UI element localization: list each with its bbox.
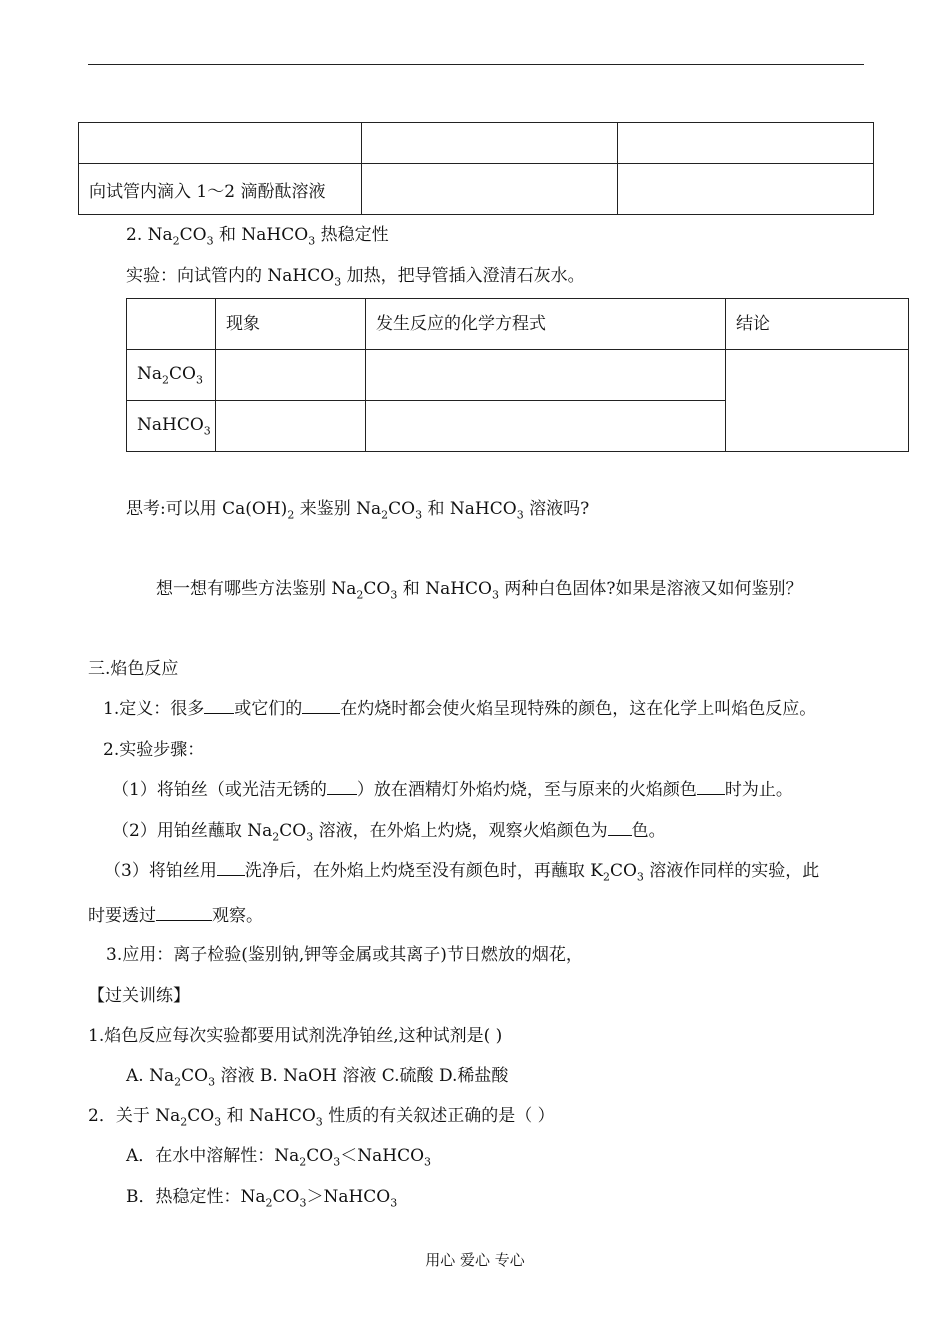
table-cell [216, 401, 366, 452]
header-phenomenon: 现象 [216, 299, 366, 350]
step-3: （3）将铂丝用 洗净后，在外焰上灼烧至没有颜色时，再蘸取 $K_2CO_3$ 溶液作同样的实验，此 [104, 861, 820, 884]
step-2: （2）用铂丝蘸取 $Na_2CO_3$ 溶液，在外焰上灼烧，观察火焰颜色为 色。 [112, 821, 666, 844]
practice-heading: 【过关训练】 [88, 986, 190, 1006]
fill-blank[interactable] [204, 697, 234, 714]
section2-heading: 2. $Na_2CO_3$ 和 NaHCO$_3$ 热稳定性 [126, 225, 389, 248]
think-question-1: 思考:可以用 $Ca(OH)_2$ 来鉴别 $Na_2CO_3$ 和 NaHCO$_3$ 溶液吗? [126, 499, 590, 522]
definition-line: 1.定义：很多 或它们的 在灼烧时都会使火焰呈现特殊的颜色，这在化学上叫焰色反应。 [103, 699, 817, 719]
steps-heading: 2.实验步骤： [103, 740, 205, 760]
experiment-text: 实验：向试管内的 NaHCO$_3$ 加热，把导管插入澄清石灰水。 [126, 266, 585, 289]
fill-blank[interactable] [302, 697, 340, 714]
table-cell [362, 164, 618, 215]
thermal-stability-table [126, 298, 909, 452]
table-cell [366, 401, 726, 452]
table-row [79, 123, 874, 164]
question-2-option-b: B．热稳定性：$Na_2CO_3>NaHCO_3$ [126, 1187, 398, 1210]
question-1: 1.焰色反应每次实验都要用试剂洗净铂丝,这种试剂是( ) [88, 1026, 503, 1046]
header-conclusion: 结论 [726, 299, 909, 350]
header-equation: 发生反应的化学方程式 [366, 299, 726, 350]
table-cell: 向试管内滴入 1～2 滴酚酞溶液 [79, 164, 362, 215]
fill-blank[interactable] [697, 778, 725, 795]
table-cell [362, 123, 618, 164]
fill-blank[interactable] [217, 859, 245, 876]
table-cell [618, 164, 874, 215]
table-row [127, 350, 909, 401]
step-3-continued: 时要透过 观察。 [88, 906, 263, 926]
row-label-nahco3: NaHCO$_3$ [127, 401, 216, 452]
table-row [79, 164, 874, 215]
think-question-2: 想一想有哪些方法鉴别 $Na_2CO_3$ 和 NaHCO$_3$ 两种白色固体?如果是溶液又如何鉴别？ [156, 579, 803, 602]
header-rule [88, 64, 864, 65]
table-cell [79, 123, 362, 164]
question-2: 2．关于 $Na_2CO_3$ 和 NaHCO$_3$ 性质的有关叙述正确的是（ ） [88, 1106, 555, 1129]
section3-heading: 三.焰色反应 [88, 659, 179, 679]
fill-blank[interactable] [327, 778, 357, 795]
step-1: （1）将铂丝（或光洁无锈的 ）放在酒精灯外焰灼烧，至与原来的火焰颜色 时为止。 [112, 780, 793, 800]
row-label-na2co3: $Na_2CO_3$ [127, 350, 216, 401]
page-footer: 用心 爱心 专心 [425, 1251, 525, 1269]
question-2-option-a: A．在水中溶解性：$Na_2CO_3<NaHCO_3$ [126, 1146, 432, 1169]
question-1-options: A. $Na_2CO_3$ 溶液 B. NaOH 溶液 C.硫酸 D.稀盐酸 [126, 1066, 509, 1089]
reaction-table [78, 122, 874, 215]
fill-blank[interactable] [608, 819, 632, 836]
application-line: 3.应用：离子检验(鉴别钠,钾等金属或其离子)节日燃放的烟花， [106, 945, 583, 965]
table-header-row [127, 299, 909, 350]
table-cell [127, 299, 216, 350]
table-cell [618, 123, 874, 164]
fill-blank[interactable] [156, 904, 212, 921]
table-cell [216, 350, 366, 401]
table-cell [366, 350, 726, 401]
conclusion-cell [726, 350, 909, 452]
